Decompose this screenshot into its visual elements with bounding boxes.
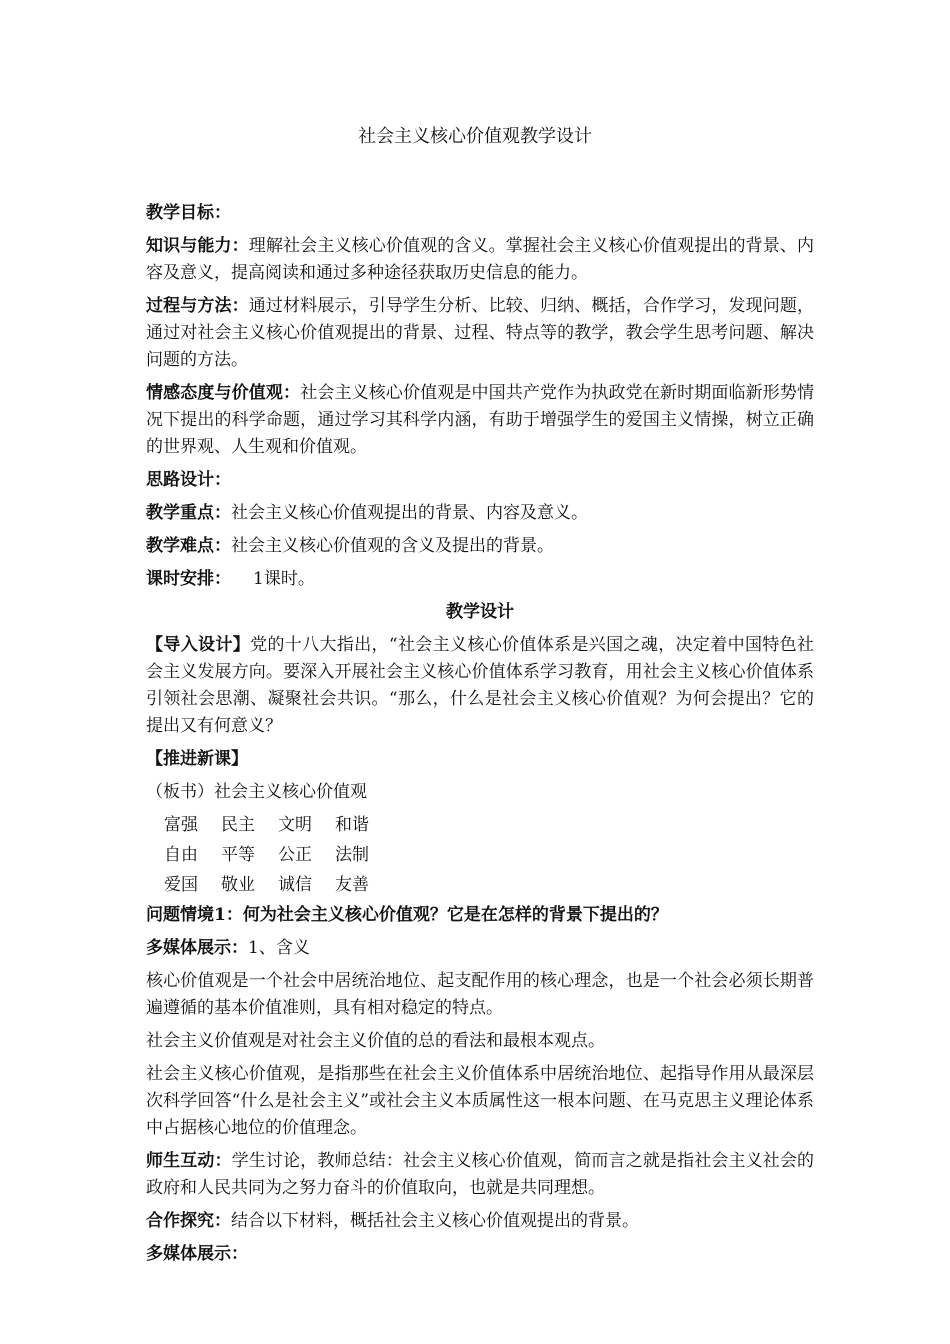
process-paragraph <box>146 293 814 374</box>
knowledge-paragraph <box>146 233 814 287</box>
board-cell: 自由 <box>164 845 198 865</box>
scv-definition-paragraph: 社会主义核心价值观，是指那些在社会主义价值体系中居统治地位、起指导作用从最深层次科学回答“什么是社会主义”或社会主义本质属性这一根本问题、在马克思主义理论体系中占据核心地位的价值理念。 <box>146 1064 814 1138</box>
schedule-label: 课时安排： <box>146 569 231 589</box>
board-cell: 民主 <box>221 815 255 835</box>
socialist-values-paragraph: 社会主义价值观是对社会主义价值的总的看法和最根本观点。 <box>146 1031 605 1051</box>
design-heading: 思路设计： <box>146 470 231 490</box>
schedule-paragraph <box>146 566 814 593</box>
key-point-label: 教学重点： <box>146 503 231 523</box>
emotion-paragraph <box>146 380 814 461</box>
board-cell: 文明 <box>278 815 312 835</box>
interaction-label: 师生互动： <box>146 1151 232 1171</box>
section-heading: 教学设计 <box>446 602 514 622</box>
board-cell: 友善 <box>335 875 369 895</box>
board-row <box>146 842 814 869</box>
board-cell: 敬业 <box>221 875 255 895</box>
core-values-paragraph: 核心价值观是一个社会中居统治地位、起支配作用的核心理念，也是一个社会必须长期普遍遵循的基本价值准则，具有相对稳定的特点。 <box>146 971 814 1018</box>
board-cell: 公正 <box>278 845 312 865</box>
document-body <box>146 200 814 1274</box>
intro-label: 【导入设计】 <box>146 635 251 655</box>
cooperation-paragraph <box>146 1208 814 1235</box>
emotion-text: 社会主义核心价值观是中国共产党作为执政党在新时期面临新形势情况下提出的科学命题，通过学习其科学内涵，有助于增强学生的爱国主义情操，树立正确的世界观、人生观和价值观。 <box>146 383 815 457</box>
cooperation-label: 合作探究： <box>146 1211 231 1231</box>
objectives-heading: 教学目标： <box>146 203 231 223</box>
process-text: 通过材料展示，引导学生分析、比较、归纳、概括，合作学习，发现问题，通过对社会主义核心价值观提出的背景、过程、特点等的教学，教会学生思考问题、解决问题的方法。 <box>146 296 815 370</box>
board-cell: 和谐 <box>335 815 369 835</box>
board-cell: 爱国 <box>164 875 198 895</box>
intro-paragraph <box>146 632 814 740</box>
schedule-text: 1课时。 <box>253 569 315 589</box>
difficulty-text: 社会主义核心价值观的含义及提出的背景。 <box>231 536 554 556</box>
document-title: 社会主义核心价值观教学设计 <box>358 126 592 147</box>
media-2-label: 多媒体展示： <box>146 1244 248 1264</box>
advance-heading: 【推进新课】 <box>146 749 248 769</box>
difficulty-paragraph <box>146 533 814 560</box>
knowledge-label: 知识与能力： <box>146 236 249 256</box>
board-cell: 法制 <box>335 845 369 865</box>
cooperation-text: 结合以下材料，概括社会主义核心价值观提出的背景。 <box>231 1211 639 1231</box>
board-cell: 平等 <box>221 845 255 865</box>
knowledge-text: 理解社会主义核心价值观的含义。掌握社会主义核心价值观提出的背景、内容及意义，提高阅读和通过多种途径获取历史信息的能力。 <box>146 236 815 283</box>
intro-text: 党的十八大指出，“社会主义核心价值体系是兴国之魂，决定着中国特色社会主义发展方向。要深入开展社会主义核心价值体系学习教育，用社会主义核心价值体系引领社会思潮、凝聚社会共识。“那么，什么是社会主义核心价值观？为何会提出？它的提出又有何意义？ <box>146 635 814 736</box>
question-1: 问题情境1：何为社会主义核心价值观？它是在怎样的背景下提出的？ <box>146 905 668 925</box>
board-row <box>146 872 814 899</box>
media-1-paragraph <box>146 935 814 962</box>
process-label: 过程与方法： <box>146 296 249 316</box>
key-point-text: 社会主义核心价值观提出的背景、内容及意义。 <box>231 503 588 523</box>
difficulty-label: 教学难点： <box>146 536 231 556</box>
interaction-text: 学生讨论，教师总结：社会主义核心价值观，简而言之就是指社会主义社会的政府和人民共同为之努力奋斗的价值取向，也就是共同理想。 <box>146 1151 815 1198</box>
media-1-label: 多媒体展示： <box>146 938 248 958</box>
board-caption: （板书）社会主义核心价值观 <box>146 782 367 802</box>
board-cell: 富强 <box>164 815 198 835</box>
emotion-label: 情感态度与价值观： <box>146 383 301 403</box>
interaction-paragraph <box>146 1148 814 1202</box>
board-cell: 诚信 <box>278 875 312 895</box>
media-1-text: 1、含义 <box>248 938 310 958</box>
board-row <box>146 812 814 839</box>
key-point-paragraph <box>146 500 814 527</box>
